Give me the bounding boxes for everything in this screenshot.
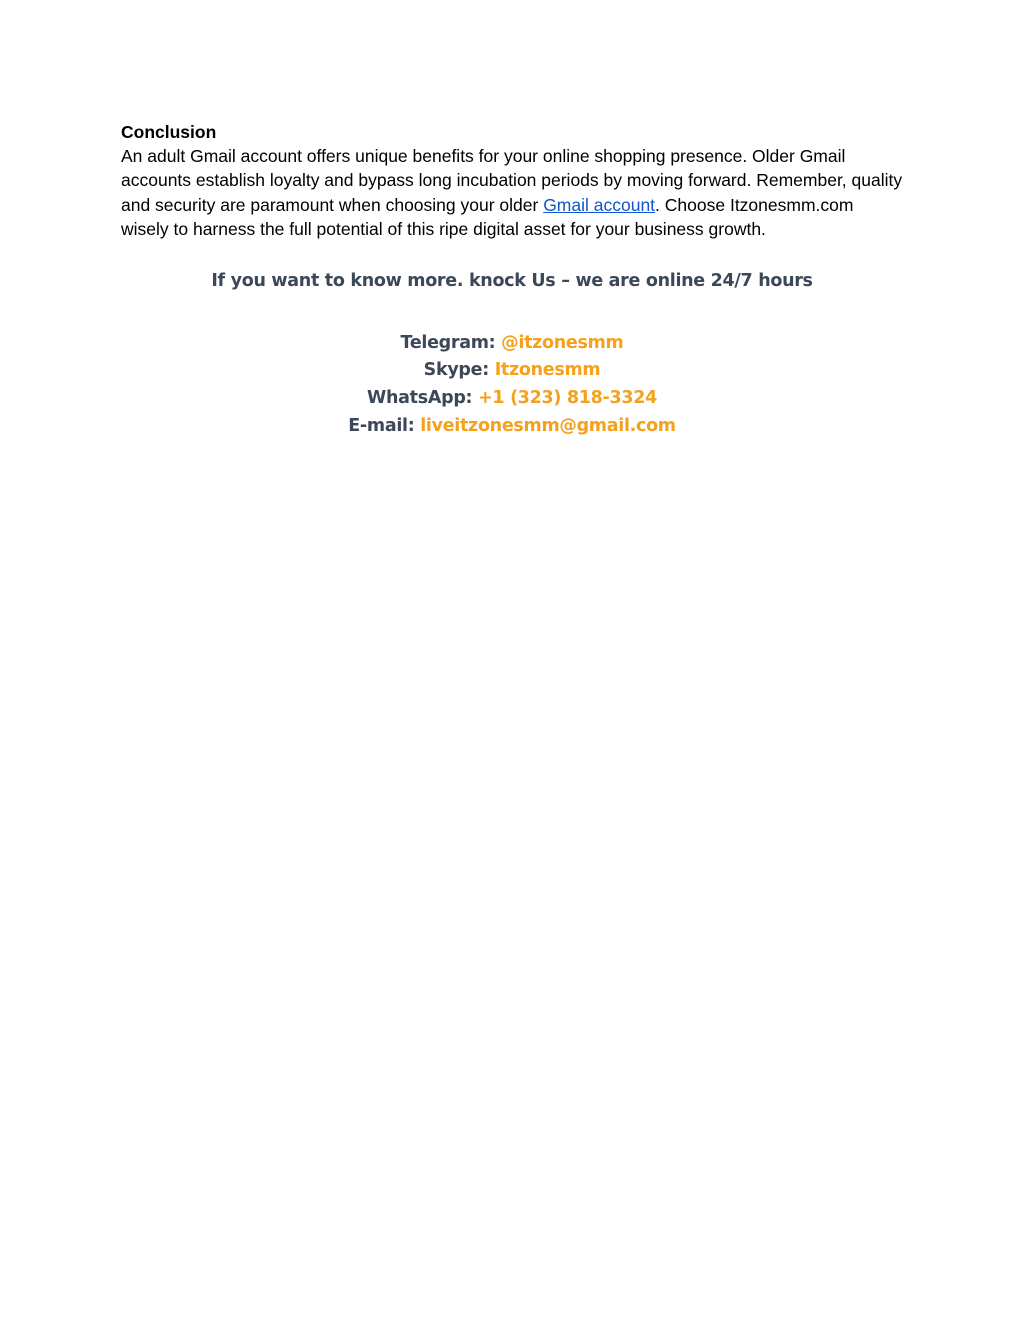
- contact-list: [121, 330, 903, 441]
- contact-telegram: [121, 330, 903, 358]
- telegram-handle[interactable]: @itzonesmm: [501, 332, 624, 353]
- contact-cta-heading: If you want to know more. knock Us – we are online 24/7 hours: [211, 270, 813, 291]
- contact-label: WhatsApp:: [367, 388, 479, 409]
- paragraph-text-end: . Choose Itzonesmm.com wisely to harness the full potential of this ripe digital asset for your business growth.: [121, 194, 854, 240]
- document-page: [121, 120, 903, 440]
- conclusion-paragraph: [121, 144, 903, 242]
- contact-label: Skype:: [423, 360, 495, 381]
- contact-whatsapp: [121, 385, 903, 413]
- gmail-account-link[interactable]: Gmail account: [543, 194, 656, 215]
- contact-email: [121, 413, 903, 441]
- contact-label: Telegram:: [400, 332, 502, 353]
- paragraph-text-start: An adult Gmail account offers unique benefits for your online shopping presence. Older Gmail accounts establish loyalty and bypass long incubation periods by moving forward. Remember, quality and security are paramount when choosing your older: [121, 146, 903, 215]
- whatsapp-number[interactable]: +1 (323) 818-3324: [478, 388, 657, 409]
- skype-handle[interactable]: Itzonesmm: [494, 360, 601, 381]
- email-address[interactable]: liveitzonesmm@gmail.com: [420, 415, 676, 436]
- section-heading: Conclusion: [121, 122, 217, 142]
- contact-skype: [121, 357, 903, 385]
- contact-label: E-mail:: [348, 415, 421, 436]
